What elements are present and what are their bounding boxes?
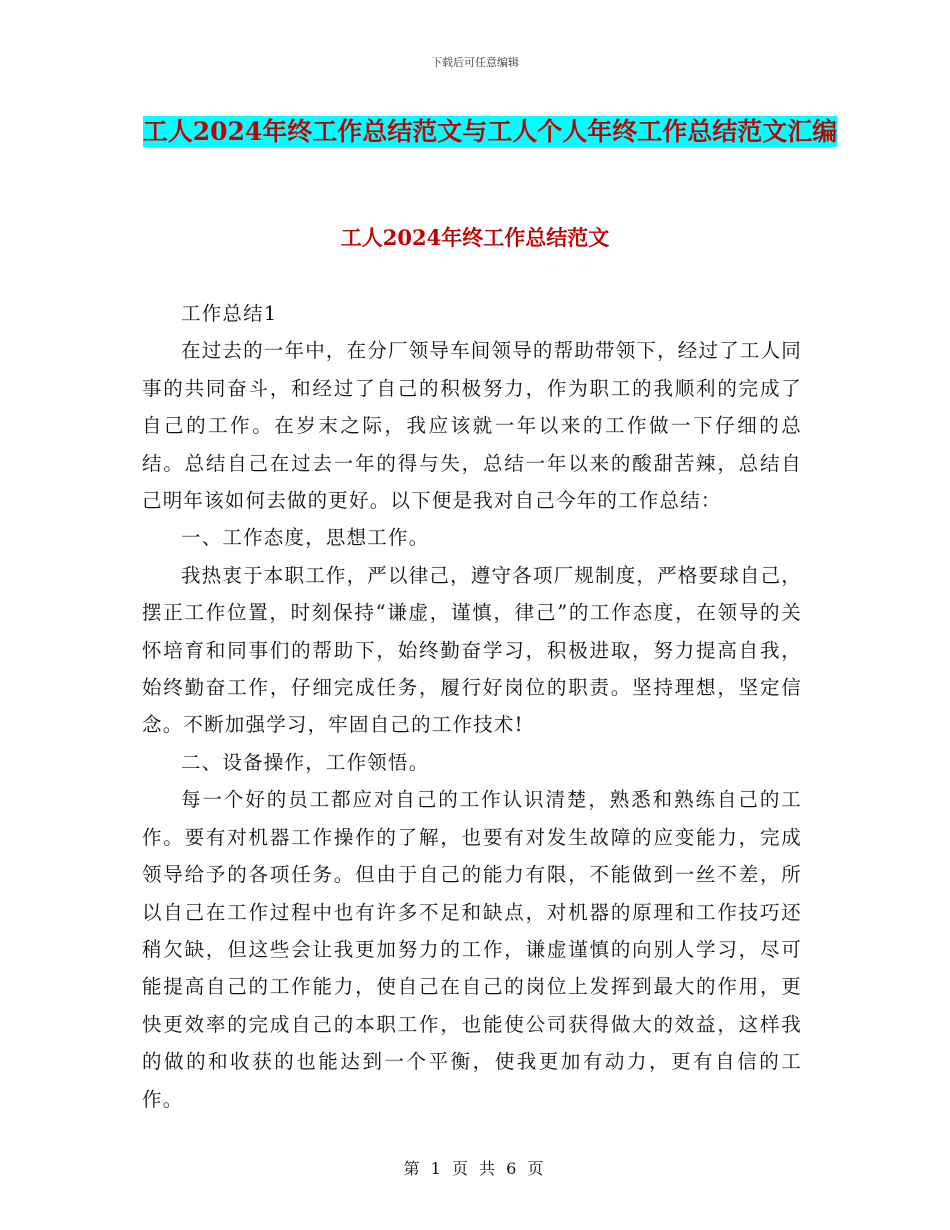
document-title-text: 工人2024年终工作总结范文与工人个人年终工作总结范文汇编 [142, 117, 838, 146]
page-footer: 第 1 页 共 6 页 [403, 1159, 547, 1178]
document-title [140, 108, 840, 156]
document-body [142, 295, 802, 1118]
paragraph: 每一个好的员工都应对自己的工作认识清楚，熟悉和熟练自己的工作。要有对机器工作操作的了解，也要有对发生故障的应变能力，完成领导给予的各项任务。但由于自己的能力有限，不能做到一丝不差，所以自己在工作过程中也有许多不足和缺点，对机器的原理和工作技巧还稍欠缺，但这些会让我更加努力的工作，谦虚谨慎的向别人学习，尽可能提高自己的工作能力，使自己在自己的岗位上发挥到最大的作用，更快更效率的完成自己的本职工作，也能使公司获得做大的效益，这样我的做的和收获的也能达到一个平衡，使我更加有动力，更有自信的工作。 [142, 788, 802, 1111]
section-title: 工人2024年终工作总结范文 [340, 225, 610, 250]
paragraph-heading: 工作总结1 [181, 302, 278, 325]
paragraph-heading: 二、设备操作，工作领悟。 [181, 750, 430, 774]
header-note: 下载后可任意编辑 [431, 56, 519, 69]
paragraph-heading: 一、工作态度，思想工作。 [181, 526, 430, 550]
paragraph: 我热衷于本职工作，严以律己，遵守各项厂规制度，严格要球自己，摆正工作位置，时刻保持“谦虚，谨慎，律己”的工作态度，在领导的关怀培育和同事们的帮助下，始终勤奋学习，积极进取，努力提高自我，始终勤奋工作，仔细完成任务，履行好岗位的职责。坚持理想，坚定信念。不断加强学习，牢固自己的工作技术! [142, 563, 803, 737]
paragraph: 在过去的一年中，在分厂领导车间领导的帮助带领下，经过了工人同事的共同奋斗，和经过了自己的积极努力，作为职工的我顺利的完成了自己的工作。在岁末之际，我应该就一年以来的工作做一下仔细的总结。总结自己在过去一年的得与失，总结一年以来的酸甜苦辣，总结自己明年该如何去做的更好。以下便是我对自己今年的工作总结： [142, 339, 803, 513]
